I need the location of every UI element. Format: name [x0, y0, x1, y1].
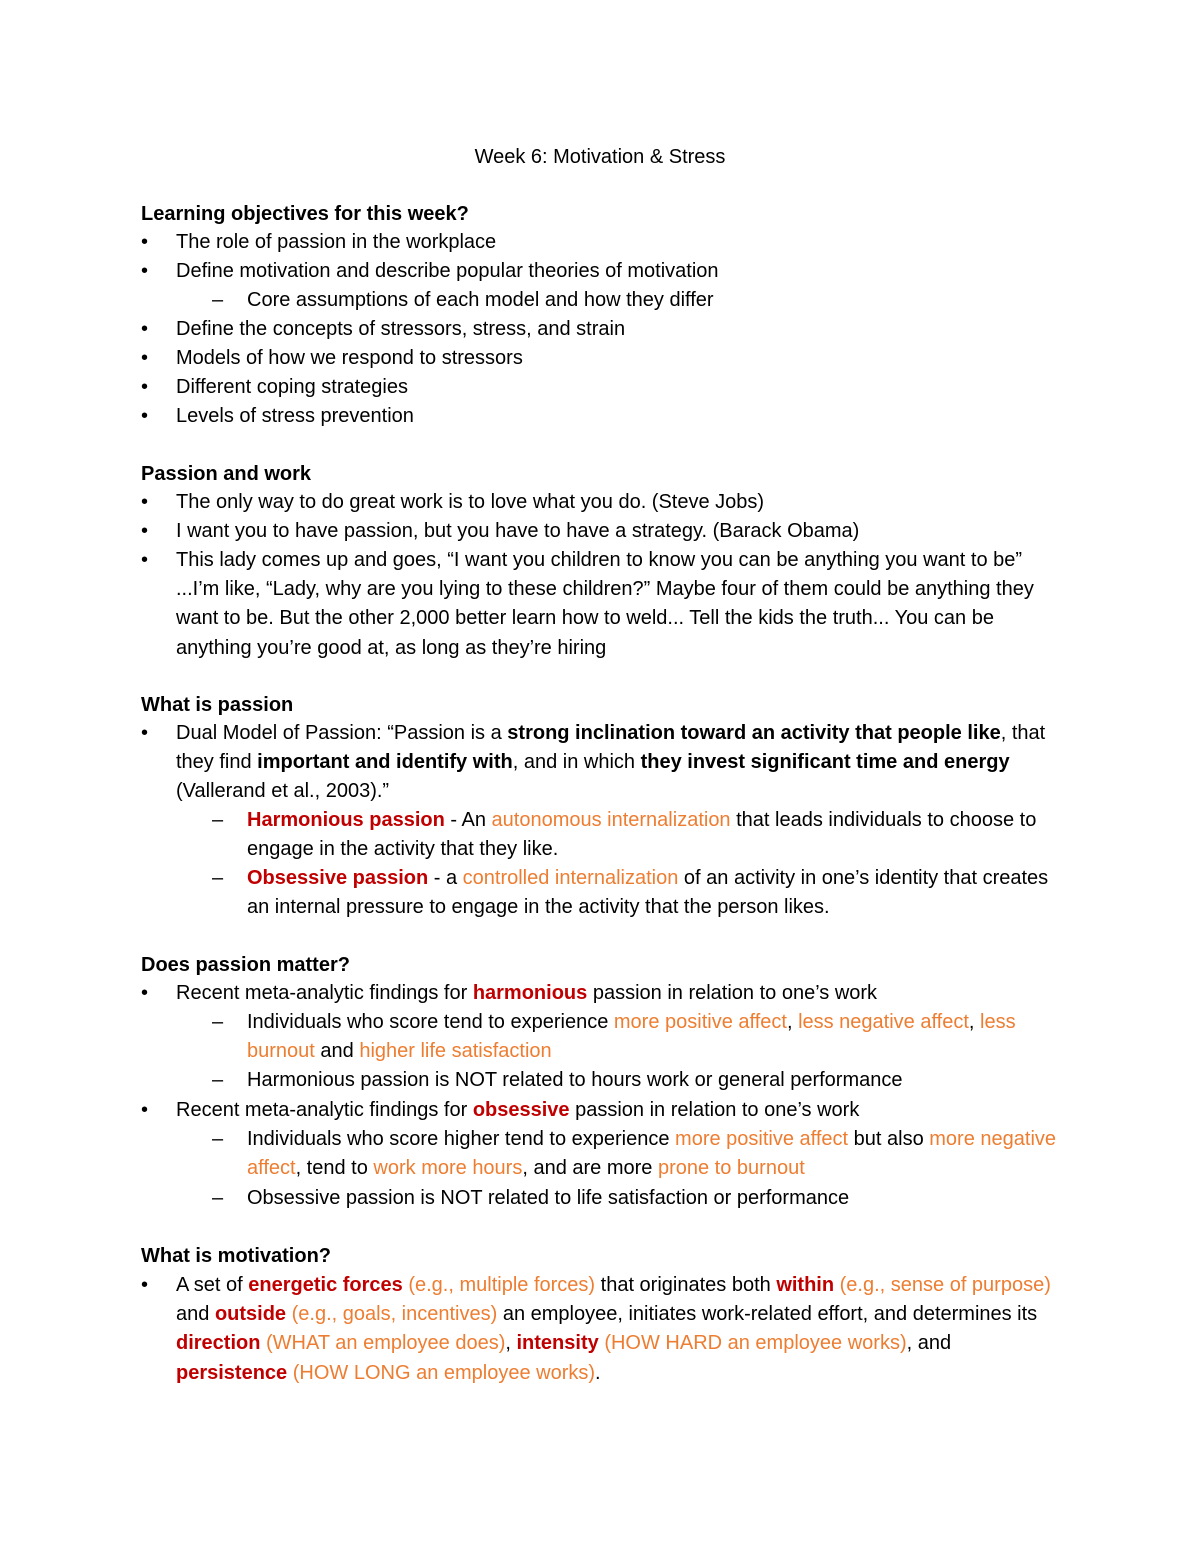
heading-what-is-passion: What is passion — [141, 694, 294, 716]
dash-mark: – — [212, 1069, 224, 1091]
harmonious-findings-subitem: – Harmonious passion is NOT related to hours work or general performance — [212, 1066, 1062, 1095]
bullet-mark: • — [141, 722, 149, 744]
bullet-mark: • — [141, 1099, 149, 1121]
heading-does-passion-matter: Does passion matter? — [141, 954, 350, 976]
harmonious-passion-item: – Harmonious passion - An autonomous internalization that leads individuals to choose to engage in the activity that they like. — [212, 806, 1062, 864]
dual-model-item: • Dual Model of Passion: “Passion is a strong inclination toward an activity that people like, that they find important and identify with, and in which they invest significant time and energy (Vallerand et al., 2003).” — [141, 719, 1061, 807]
dash-mark: – — [212, 289, 224, 311]
quote-item: • I want you to have passion, but you have to have a strategy. (Barack Obama) — [141, 517, 1061, 546]
bullet-mark: • — [141, 376, 149, 398]
obsessive-findings-subitem: – Obsessive passion is NOT related to life satisfaction or performance — [212, 1184, 1062, 1213]
bullet-mark: • — [141, 982, 149, 1004]
bullet-mark: • — [141, 1274, 149, 1296]
obsessive-findings-item: • Recent meta-analytic findings for obsessive passion in relation to one’s work — [141, 1096, 1061, 1125]
obsessive-findings-subitem: – Individuals who score higher tend to experience more positive affect but also more negative affect, tend to work more hours, and are more prone to burnout — [212, 1125, 1062, 1183]
bullet-mark: • — [141, 260, 149, 282]
dash-mark: – — [212, 1187, 224, 1209]
bullet-mark: • — [141, 520, 149, 542]
heading-what-is-motivation: What is motivation? — [141, 1245, 331, 1267]
quote-item: • This lady comes up and goes, “I want you children to know you can be anything you want to be” ...I’m like, “Lady, why are you lying to these children?” Maybe four of them could be anything they want to be. But the other 2,000 better learn how to weld... Tell the kids the truth... You can be anything you’re good at, as long as they’re hiring — [141, 546, 1061, 663]
obsessive-passion-item: – Obsessive passion - a controlled internalization of an activity in one’s identity that creates an internal pressure to engage in the activity that the person likes. — [212, 864, 1062, 922]
page-title: Week 6: Motivation & Stress — [474, 146, 726, 168]
dash-mark: – — [212, 809, 224, 831]
dash-mark: – — [212, 1128, 224, 1150]
harmonious-findings-item: • Recent meta-analytic findings for harmonious passion in relation to one’s work — [141, 979, 1061, 1008]
bullet-mark: • — [141, 347, 149, 369]
objective-subitem: – Core assumptions of each model and how they differ — [212, 286, 1062, 315]
harmonious-findings-subitem: – Individuals who score tend to experience more positive affect, less negative affect, less burnout and higher life satisfaction — [212, 1008, 1062, 1066]
objective-item: • Define motivation and describe popular theories of motivation — [141, 257, 1061, 286]
motivation-definition-item: • A set of energetic forces (e.g., multiple forces) that originates both within (e.g., sense of purpose) and outside (e.g., goals, incentives) an employee, initiates work-related effort, and determines its direction (WHAT an employee does), intensity (HOW HARD an employee works), and persistence (HOW LONG an employee works). — [141, 1271, 1061, 1388]
dash-mark: – — [212, 867, 224, 889]
quote-item: • The only way to do great work is to love what you do. (Steve Jobs) — [141, 488, 1061, 517]
bullet-mark: • — [141, 231, 149, 253]
bullet-mark: • — [141, 549, 149, 571]
bullet-mark: • — [141, 491, 149, 513]
objective-item: • The role of passion in the workplace — [141, 228, 1061, 257]
heading-learning-objectives: Learning objectives for this week? — [141, 203, 469, 225]
objective-item: • Different coping strategies — [141, 373, 1061, 402]
heading-passion-and-work: Passion and work — [141, 463, 312, 485]
bullet-mark: • — [141, 318, 149, 340]
objective-item: • Levels of stress prevention — [141, 402, 1061, 431]
bullet-mark: • — [141, 405, 149, 427]
objective-item: • Define the concepts of stressors, stress, and strain — [141, 315, 1061, 344]
dash-mark: – — [212, 1011, 224, 1033]
objective-item: • Models of how we respond to stressors — [141, 344, 1061, 373]
